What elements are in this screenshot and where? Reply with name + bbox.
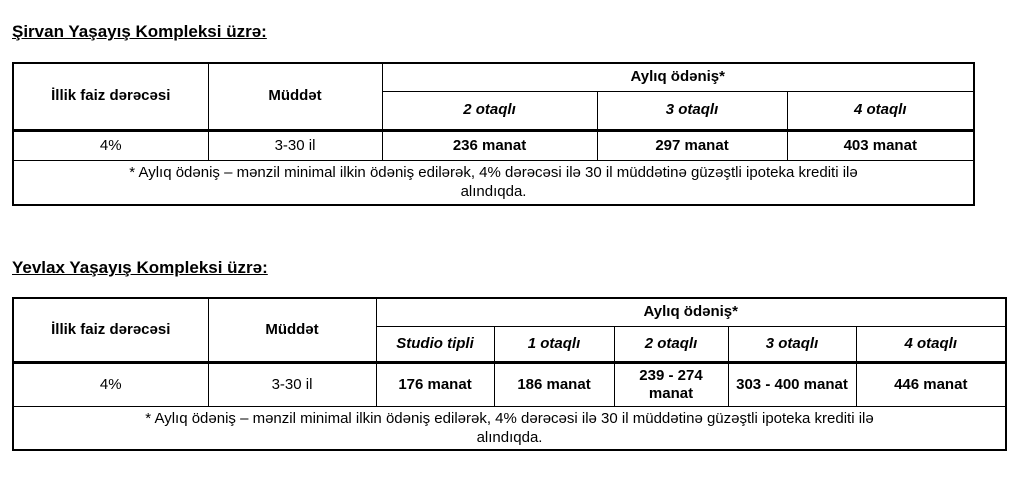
footnote-cell: [13, 160, 974, 205]
payment-cell-2room: 236 manat: [382, 130, 597, 160]
term-cell: 3-30 il: [208, 130, 382, 160]
apartment-type-header-studio: Studio tipli: [376, 326, 494, 362]
payment-cell-1room: 186 manat: [494, 362, 614, 406]
apartment-type-header-2room: 2 otaqlı: [382, 91, 597, 130]
table-row: [13, 362, 1006, 406]
section-heading-yevlax: Yevlax Yaşayış Kompleksi üzrə:: [12, 258, 268, 277]
term-cell: 3-30 il: [208, 362, 376, 406]
table-header-row: [13, 63, 974, 91]
table-row: [13, 130, 974, 160]
payment-cell-3room: 297 manat: [597, 130, 787, 160]
rate-column-header: İllik faiz dərəcəsi: [13, 63, 208, 130]
apartment-type-header-3room: 3 otaqlı: [728, 326, 856, 362]
rate-cell: 4%: [13, 130, 208, 160]
section-heading-sirvan: Şirvan Yaşayış Kompleksi üzrə:: [12, 22, 267, 41]
footnote-line-1: * Aylıq ödəniş – mənzil minimal ilkin ödəniş edilərək, 4% dərəcəsi ilə 30 il müddətinə güzəştli ipoteka krediti ilə: [145, 409, 874, 427]
payment-cell-4room: 403 manat: [787, 130, 974, 160]
apartment-type-header-4room: 4 otaqlı: [787, 91, 974, 130]
sirvan-payment-table: [12, 62, 975, 206]
footnote-line-1: * Aylıq ödəniş – mənzil minimal ilkin ödəniş edilərək, 4% dərəcəsi ilə 30 il müddətinə güzəştli ipoteka krediti ilə: [129, 164, 858, 182]
footnote-row: [13, 406, 1006, 450]
yevlax-payment-table: [12, 297, 1007, 451]
term-column-header: Müddət: [208, 63, 382, 130]
apartment-type-header-4room: 4 otaqlı: [856, 326, 1006, 362]
footnote-line-2: alındıqda.: [460, 183, 527, 201]
footnote-line-2: alındıqda.: [476, 428, 543, 446]
apartment-type-header-3room: 3 otaqlı: [597, 91, 787, 130]
payment-cell-3room: 303 - 400 manat: [728, 362, 856, 406]
apartment-type-header-2room: 2 otaqlı: [614, 326, 728, 362]
footnote-row: [13, 160, 974, 205]
monthly-payment-group-header: Aylıq ödəniş*: [382, 63, 974, 91]
rate-column-header: İllik faiz dərəcəsi: [13, 298, 208, 362]
monthly-payment-group-header: Aylıq ödəniş*: [376, 298, 1006, 326]
apartment-type-header-1room: 1 otaqlı: [494, 326, 614, 362]
payment-cell-4room: 446 manat: [856, 362, 1006, 406]
payment-cell-2room: 239 - 274 manat: [614, 362, 728, 406]
rate-cell: 4%: [13, 362, 208, 406]
table-header-row: [13, 298, 1006, 326]
payment-cell-studio: 176 manat: [376, 362, 494, 406]
term-column-header: Müddət: [208, 298, 376, 362]
footnote-cell: [13, 406, 1006, 450]
